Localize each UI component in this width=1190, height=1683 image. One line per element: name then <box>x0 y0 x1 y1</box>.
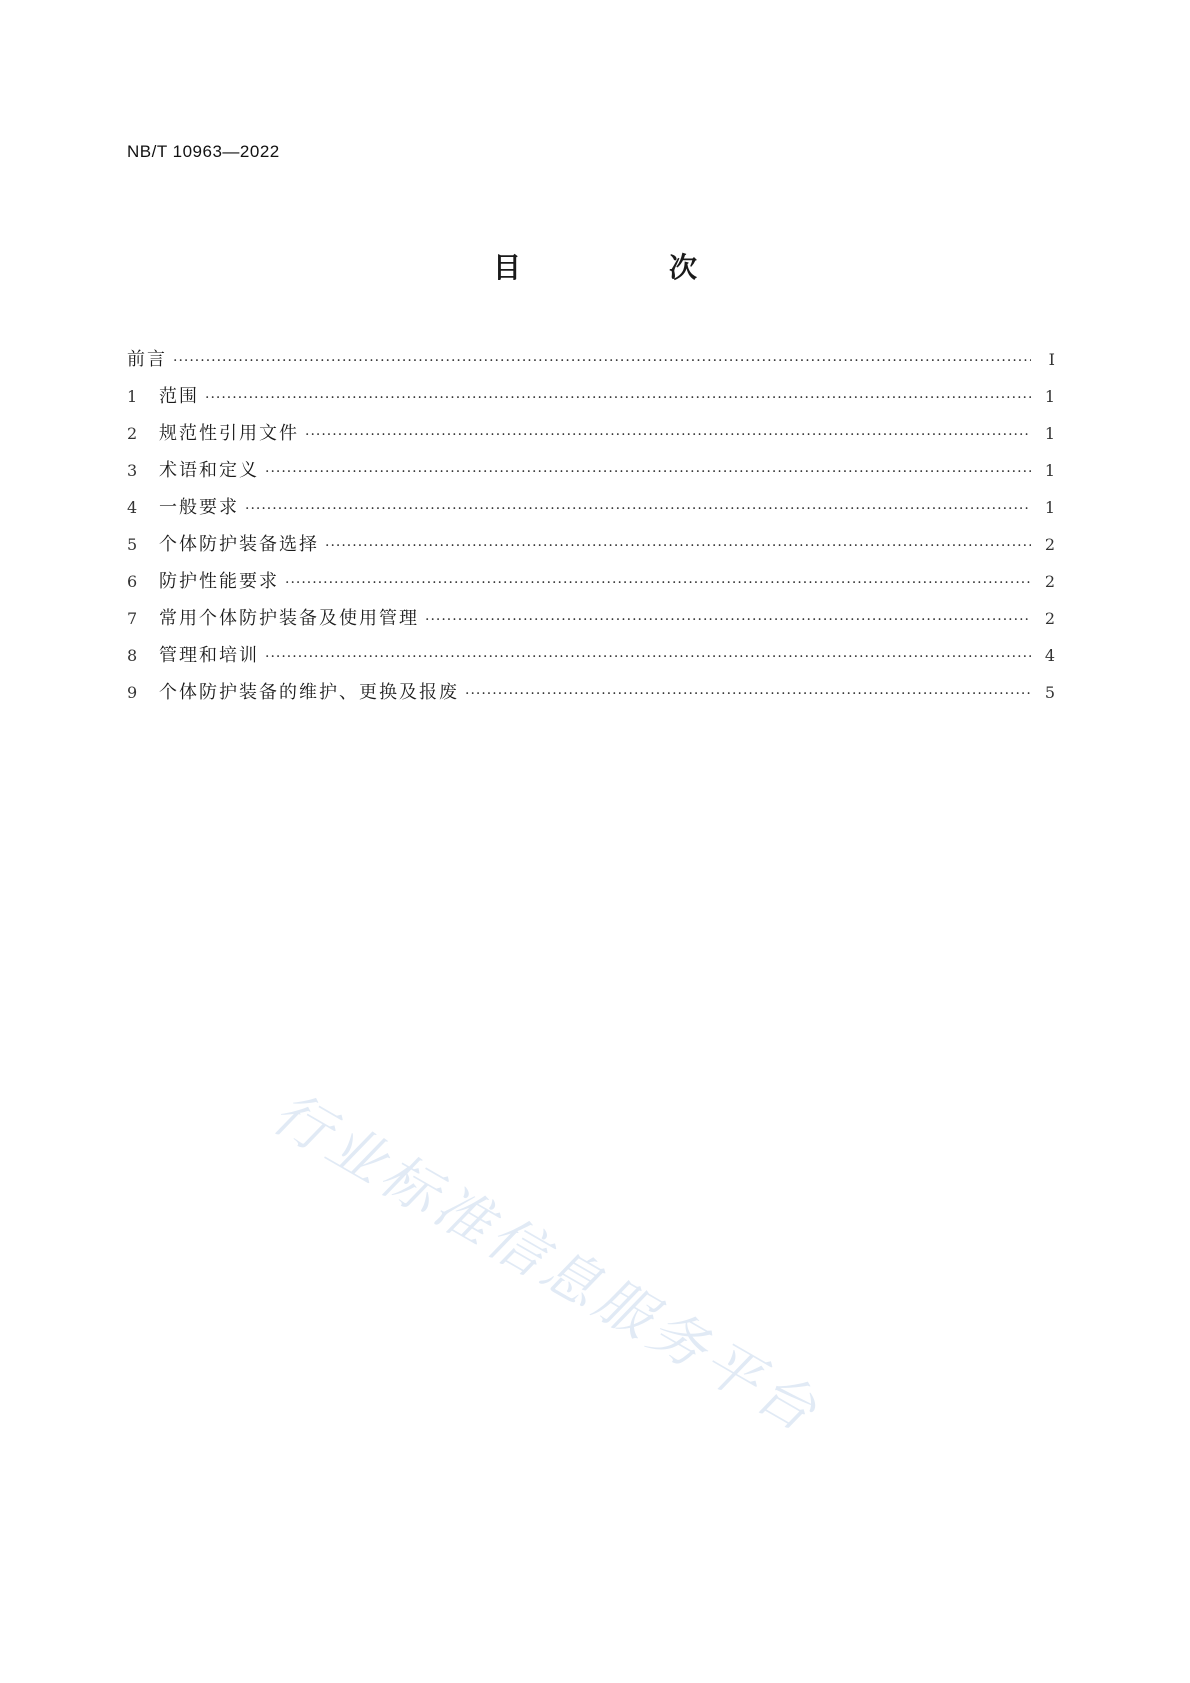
toc-entry-preface[interactable] <box>127 345 1055 382</box>
toc-entry-label: 常用个体防护装备及使用管理 <box>159 608 419 629</box>
toc-entry-label: 范围 <box>159 386 199 407</box>
toc-entry-page: 4 <box>1044 646 1055 665</box>
toc-entry-number: 9 <box>127 683 138 702</box>
toc-entry-number: 6 <box>127 572 138 591</box>
toc-entry-number: 7 <box>127 609 138 628</box>
toc-leader-dots <box>205 390 1031 406</box>
toc-entry-page: 1 <box>1044 461 1055 480</box>
standard-code: NB/T 10963—2022 <box>127 142 280 161</box>
toc-entry[interactable] <box>127 678 1055 715</box>
toc-entry[interactable] <box>127 456 1055 493</box>
toc-entry-page: 1 <box>1044 424 1055 443</box>
toc-entry-label: 防护性能要求 <box>159 571 279 592</box>
toc-entry[interactable] <box>127 604 1055 641</box>
toc-leader-dots <box>465 686 1031 702</box>
toc-entry[interactable] <box>127 382 1055 419</box>
toc-leader-dots <box>245 501 1031 517</box>
toc-entry[interactable] <box>127 641 1055 678</box>
toc-entry-label: 个体防护装备选择 <box>159 534 319 555</box>
toc-entry-page: 1 <box>1044 498 1055 517</box>
toc-entry-label: 个体防护装备的维护、更换及报废 <box>159 682 459 703</box>
table-of-contents <box>127 345 1055 715</box>
toc-leader-dots <box>285 575 1031 591</box>
toc-leader-dots <box>305 427 1031 443</box>
toc-entry[interactable] <box>127 419 1055 456</box>
toc-leader-dots <box>173 353 1031 369</box>
toc-entry-page: Ⅰ <box>1048 350 1055 369</box>
toc-entry[interactable] <box>127 567 1055 604</box>
toc-entry-number: 2 <box>127 424 138 443</box>
toc-entry-number: 3 <box>127 461 138 480</box>
toc-entry-page: 5 <box>1044 683 1055 702</box>
toc-entry-number: 1 <box>127 387 138 406</box>
toc-entry[interactable] <box>127 530 1055 567</box>
toc-entry-number: 5 <box>127 535 138 554</box>
toc-entry-page: 2 <box>1044 572 1055 591</box>
toc-entry-label: 一般要求 <box>159 497 239 518</box>
toc-leader-dots <box>425 612 1031 628</box>
toc-leader-dots <box>265 649 1031 665</box>
toc-entry[interactable] <box>127 493 1055 530</box>
toc-entry-label: 前言 <box>127 349 167 370</box>
toc-entry-page: 1 <box>1044 387 1055 406</box>
toc-entry-label: 管理和培训 <box>159 645 259 666</box>
toc-leader-dots <box>325 538 1031 554</box>
page-title: 目 次 <box>492 251 757 284</box>
toc-entry-number: 4 <box>127 498 138 517</box>
toc-entry-page: 2 <box>1044 535 1055 554</box>
toc-entry-label: 规范性引用文件 <box>159 423 299 444</box>
toc-leader-dots <box>265 464 1031 480</box>
toc-entry-label: 术语和定义 <box>159 460 259 481</box>
watermark-text: 行业标准信息服务平台 <box>261 1080 831 1447</box>
toc-entry-page: 2 <box>1044 609 1055 628</box>
toc-entry-number: 8 <box>127 646 138 665</box>
